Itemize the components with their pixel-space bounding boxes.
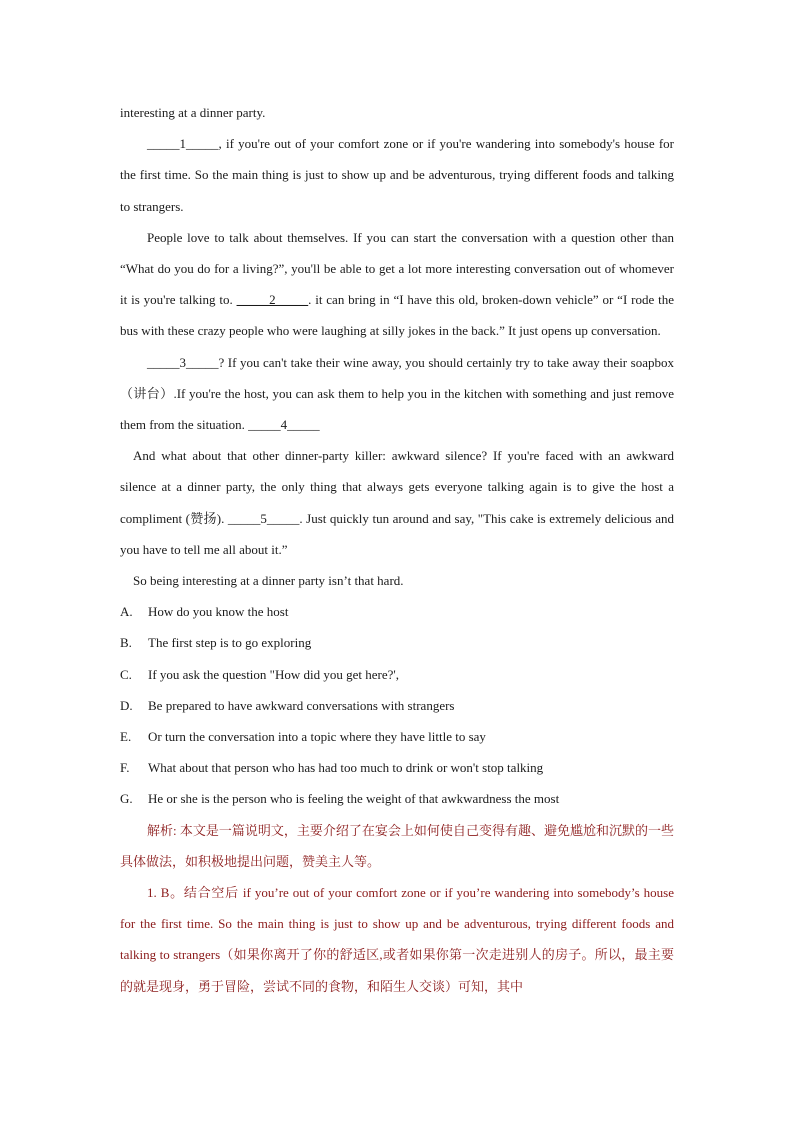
option-letter: A. — [120, 604, 133, 620]
option-letter: C. — [120, 666, 132, 682]
passage-paragraph-5: So being interesting at a dinner party isn’t that hard. — [133, 573, 404, 589]
passage-paragraph-2 — [120, 222, 674, 347]
option-text: Be prepared to have awkward conversations with strangers — [148, 697, 455, 713]
analysis-intro: 解析: 本文是一篇说明文，主要介绍了在宴会上如何使自己变得有趣、避免尴尬和沉默的一些具体做法，如积极地提出问题，赞美主人等。 — [120, 822, 674, 869]
analysis-section — [120, 815, 674, 1002]
passage-paragraph-3: _____3_____? If you can't take their wine away, you should certainly try to take away their soapbox （讲台）.If you're the host, you can ask them to help you in the kitchen with something and just remove them from the situation. _____4_____ — [120, 354, 674, 433]
passage-paragraph-2-end: . it can bring in “I have this old, broken-down vehicle” or “I rode the bus with these crazy people who were laughing at silly jokes in the back.” It just opens up conversation. — [120, 292, 674, 339]
analysis-answer-1: 1. B。结合空后 if you’re out of your comfort zone or if you’re wandering into somebody’s house for the first time. So the main thing is just to show up and be adventurous, trying different foods and talking to strangers（如果你离开了你的舒适区,或者如果你第一次走进别人的房子。所以，最主要的就是现身，勇于冒险，尝试不同的食物，和陌生人交谈）可知，其中 — [120, 885, 674, 994]
option-letter: F. — [120, 760, 130, 776]
option-text: Or turn the conversation into a topic where they have little to say — [148, 729, 486, 745]
option-text: He or she is the person who is feeling the weight of that awkwardness the most — [148, 791, 560, 807]
option-text: How do you know the host — [148, 604, 289, 620]
option-a — [120, 596, 674, 627]
option-text: The first step is to go exploring — [148, 635, 312, 651]
passage — [120, 97, 674, 1002]
option-text: If you ask the question "How did you get here?', — [148, 666, 399, 682]
options-list — [120, 596, 674, 814]
option-c — [120, 659, 674, 690]
option-b — [120, 627, 674, 658]
option-letter: E. — [120, 729, 132, 745]
option-letter: D. — [120, 697, 133, 713]
option-e — [120, 721, 674, 752]
passage-paragraph-1: _____1_____, if you're out of your comfort zone or if you're wandering into somebody's house for the first time. So the main thing is just to show up and be adventurous, trying different foods and talking to strangers. — [120, 136, 674, 214]
option-letter: B. — [120, 635, 132, 651]
option-d — [120, 690, 674, 721]
passage-paragraph-2-start: People love to talk about themselves. If you can start the conversation with a question other than “What do you do for a living?”, you'll be able to get a lot more interesting conversation out of whomever it is you're talking to. — [120, 229, 674, 308]
option-f — [120, 752, 674, 783]
blank-2: _____2_____ — [236, 292, 309, 308]
option-text: What about that person who has had too much to drink or won't stop talking — [148, 760, 544, 776]
passage-paragraph-4: And what about that other dinner-party killer: awkward silence? If you're faced with an awkward silence at a dinner party, the only thing that always gets everyone talking again is to give the host a compliment (赞扬). _____5_____. Just quickly tun around and say, "This cake is extremely delicious and you have to tell me all about it.” — [120, 448, 674, 557]
option-letter: G. — [120, 791, 133, 807]
option-g — [120, 783, 674, 814]
passage-line-continuation: interesting at a dinner party. — [120, 105, 266, 120]
